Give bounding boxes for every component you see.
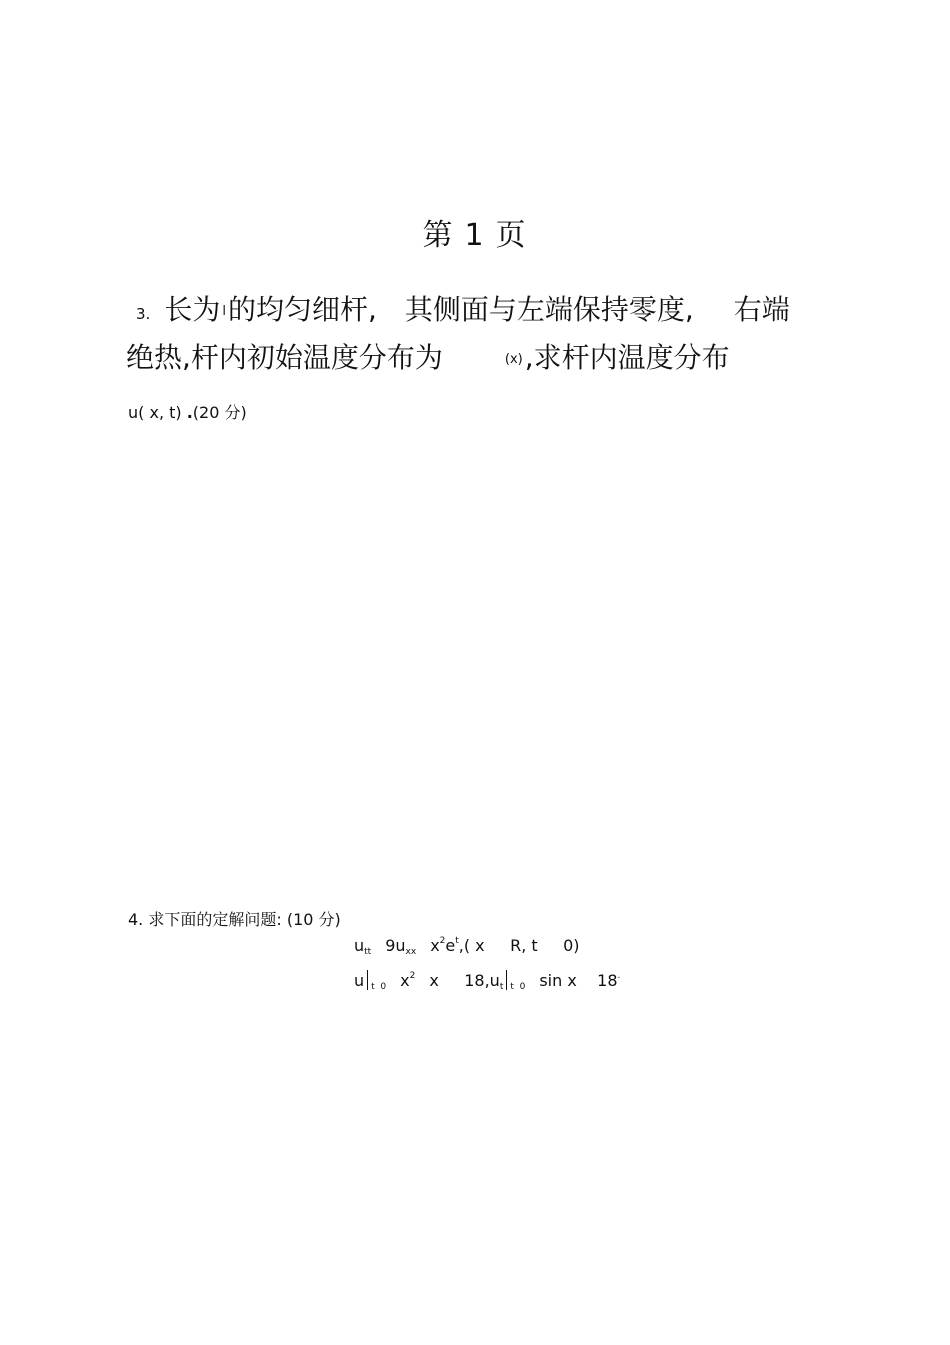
page-header	[0, 210, 950, 254]
question3-text-c: 其侧面与左端保持零度,	[404, 293, 694, 326]
eq-9u: 9u	[385, 936, 406, 955]
question3-text-e: 绝热,杆内初始温度分布为	[126, 341, 443, 374]
eval-bar	[367, 970, 368, 990]
period: .	[186, 403, 193, 422]
eq-u: u	[354, 936, 365, 955]
ic-sub-t0: t 0	[371, 982, 387, 992]
eq-sub-xx: xx	[405, 947, 417, 957]
equation-pde	[354, 936, 580, 957]
question3-text-f: ,求杆内温度分布	[524, 341, 730, 374]
ic-dot: .	[617, 971, 621, 981]
ic-sub-t: t	[499, 982, 504, 992]
page-number: 1	[464, 218, 486, 253]
question3-line3	[128, 400, 247, 423]
variable-u-xt: u( x, t)	[128, 403, 182, 422]
question4-line: 4. 求下面的定解问题: (10 分)	[128, 910, 341, 929]
ic-sup-2: 2	[409, 971, 416, 981]
question3-number: 3.	[136, 305, 151, 323]
eq-sup-t: t	[455, 936, 459, 946]
question3-text-b: 的均匀细杆,	[227, 293, 377, 326]
eq-sup-2: 2	[439, 936, 446, 946]
ic-mid: x 18,u	[429, 971, 500, 990]
eval-bar	[506, 970, 507, 990]
question3-text-d: 右端	[733, 293, 790, 326]
question3-line2	[126, 336, 730, 376]
eq-sub-tt: tt	[364, 947, 372, 957]
equation-initial-conditions	[354, 970, 620, 992]
ic-tail: sin x 18	[539, 971, 618, 990]
eq-domain: ,( x R, t 0)	[458, 936, 580, 955]
variable-phi-x: (x)	[504, 351, 523, 367]
page-header-prefix: 第	[422, 218, 455, 253]
question3-score: (20 分)	[192, 403, 247, 422]
page-header-suffix: 页	[495, 218, 528, 253]
question3-text-a: 长为	[164, 293, 221, 326]
ic-u: u	[354, 971, 365, 990]
variable-l: l	[222, 303, 226, 319]
ic-sub-t0-2: t 0	[510, 982, 526, 992]
eq-e: e	[445, 936, 456, 955]
ic-x: x	[400, 971, 410, 990]
eq-x: x	[430, 936, 440, 955]
question3-line1	[136, 288, 790, 328]
